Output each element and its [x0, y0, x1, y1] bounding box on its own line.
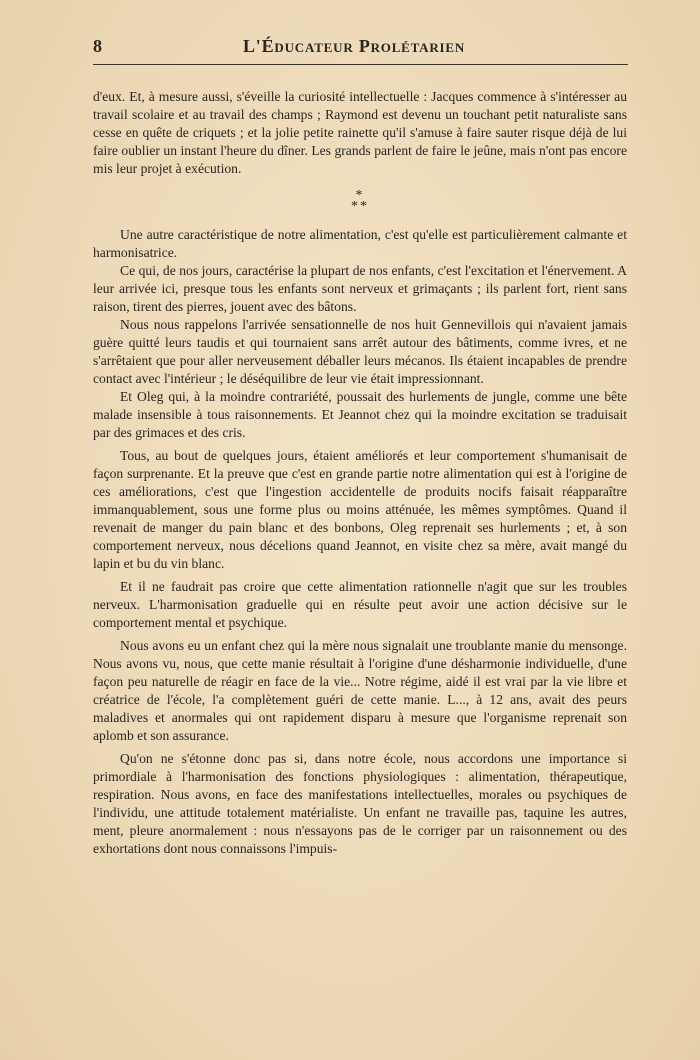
paragraph-4: Nous nous rappelons l'arrivée sensationnelle de nos huit Gennevillois qui n'avaient jamais guère quitté leurs taudis et qui tournaient sans arrêt autour des bâtiments, comme ivres, et ne s'arrêtaient que pour aller nerveusement déballer leurs mécanos. Ils étaient incapables de prendre contact avec l'intérieur ; le déséquilibre de leur vie était impressionnant. [93, 317, 627, 386]
section-break-asterism: * ** [351, 188, 369, 214]
paragraph-7: Et il ne faudrait pas croire que cette alimentation rationnelle n'agit que sur les troubles nerveux. L'harmonisation graduelle qui en résulte peut avoir une action décisive sur le comportement mental et psychique. [93, 579, 627, 630]
paragraph-6: Tous, au bout de quelques jours, étaient améliorés et leur comportement s'humanisait de façon surprenante. Et la preuve que c'est en grande partie notre alimentation qui est à l'origine de ces améliorations, c'est que l'ingestion accidentelle de produits nocifs faisait réapparaître immanquablement, sous une forme plus ou moins atténuée, les mêmes symptômes. Quand il revenait de manger du pain blanc et des bonbons, Oleg reprenait ses hurlements ; et, à son comportement nerveux, nous décelions quand Jeannot, en visite chez sa mère, avait mangé du lapin et bu du vin blanc. [93, 448, 627, 571]
paragraph-1: d'eux. Et, à mesure aussi, s'éveille la curiosité intellectuelle : Jacques commence à s'intéresser au travail scolaire et au travail des champs ; Raymond est devenu un touchant petit naturaliste sans cesse en quête de criquets ; et la jolie petite rainette qu'il s'amuse à faire sauter risque déjà de lui faire oublier un instant l'heure du dîner. Les grands parlent de faire le jeûne, mais n'ont pas encore mis leur projet à exécution. [93, 89, 627, 176]
journal-title: L'Éducateur Prolétarien [243, 36, 466, 56]
paragraph-9: Qu'on ne s'étonne donc pas si, dans notre école, nous accordons une importance si primordiale à l'harmonisation des fonctions physiologiques : alimentation, thérapeutique, respiration. Nous avons, en face des manifestations intellectuelles, morales ou psychiques de l'individu, une attitude totalement matérialiste. Un enfant ne travaille pas, taquine les autres, ment, pleure anormalement : nous n'essayons pas de le corriger par un raisonnement ou des exhortations dont nous connaissons l'impuis- [93, 751, 627, 856]
paragraph-2: Une autre caractéristique de notre alimentation, c'est qu'elle est particulièrement calmante et harmonisatrice. [93, 227, 627, 260]
paragraph-8: Nous avons eu un enfant chez qui la mère nous signalait une troublante manie du mensonge. Nous avons vu, nous, que cette manie résultait à l'origine d'une désharmonie individuelle, d'une façon peu naturelle de réagir en face de la vie... Notre régime, aidé il est vrai par la vie libre et créatrice de l'école, l'a complètement guéri de cette manie. L..., à 12 ans, avait des peurs maladives et anormales qui ont rapidement disparu à mesure que l'organisme reprenait son aplomb et son assurance. [93, 638, 627, 743]
paragraph-5: Et Oleg qui, à la moindre contrariété, poussait des hurlements de jungle, comme une bête malade insensible à tous raisonnements. Et Jeannot chez qui la moindre excitation se traduisait par des grimaces et des cris. [93, 389, 627, 440]
page-number: 8 [93, 36, 102, 56]
paragraph-3: Ce qui, de nos jours, caractérise la plupart de nos enfants, c'est l'excitation et l'énervement. A leur arrivée ici, presque tous les enfants sont nerveux et grimaçants ; ils parlent fort, rient sans raison, tirent des pierres, jouent avec des bâtons. [93, 263, 627, 314]
page-header [93, 36, 628, 65]
article-body [93, 88, 627, 858]
